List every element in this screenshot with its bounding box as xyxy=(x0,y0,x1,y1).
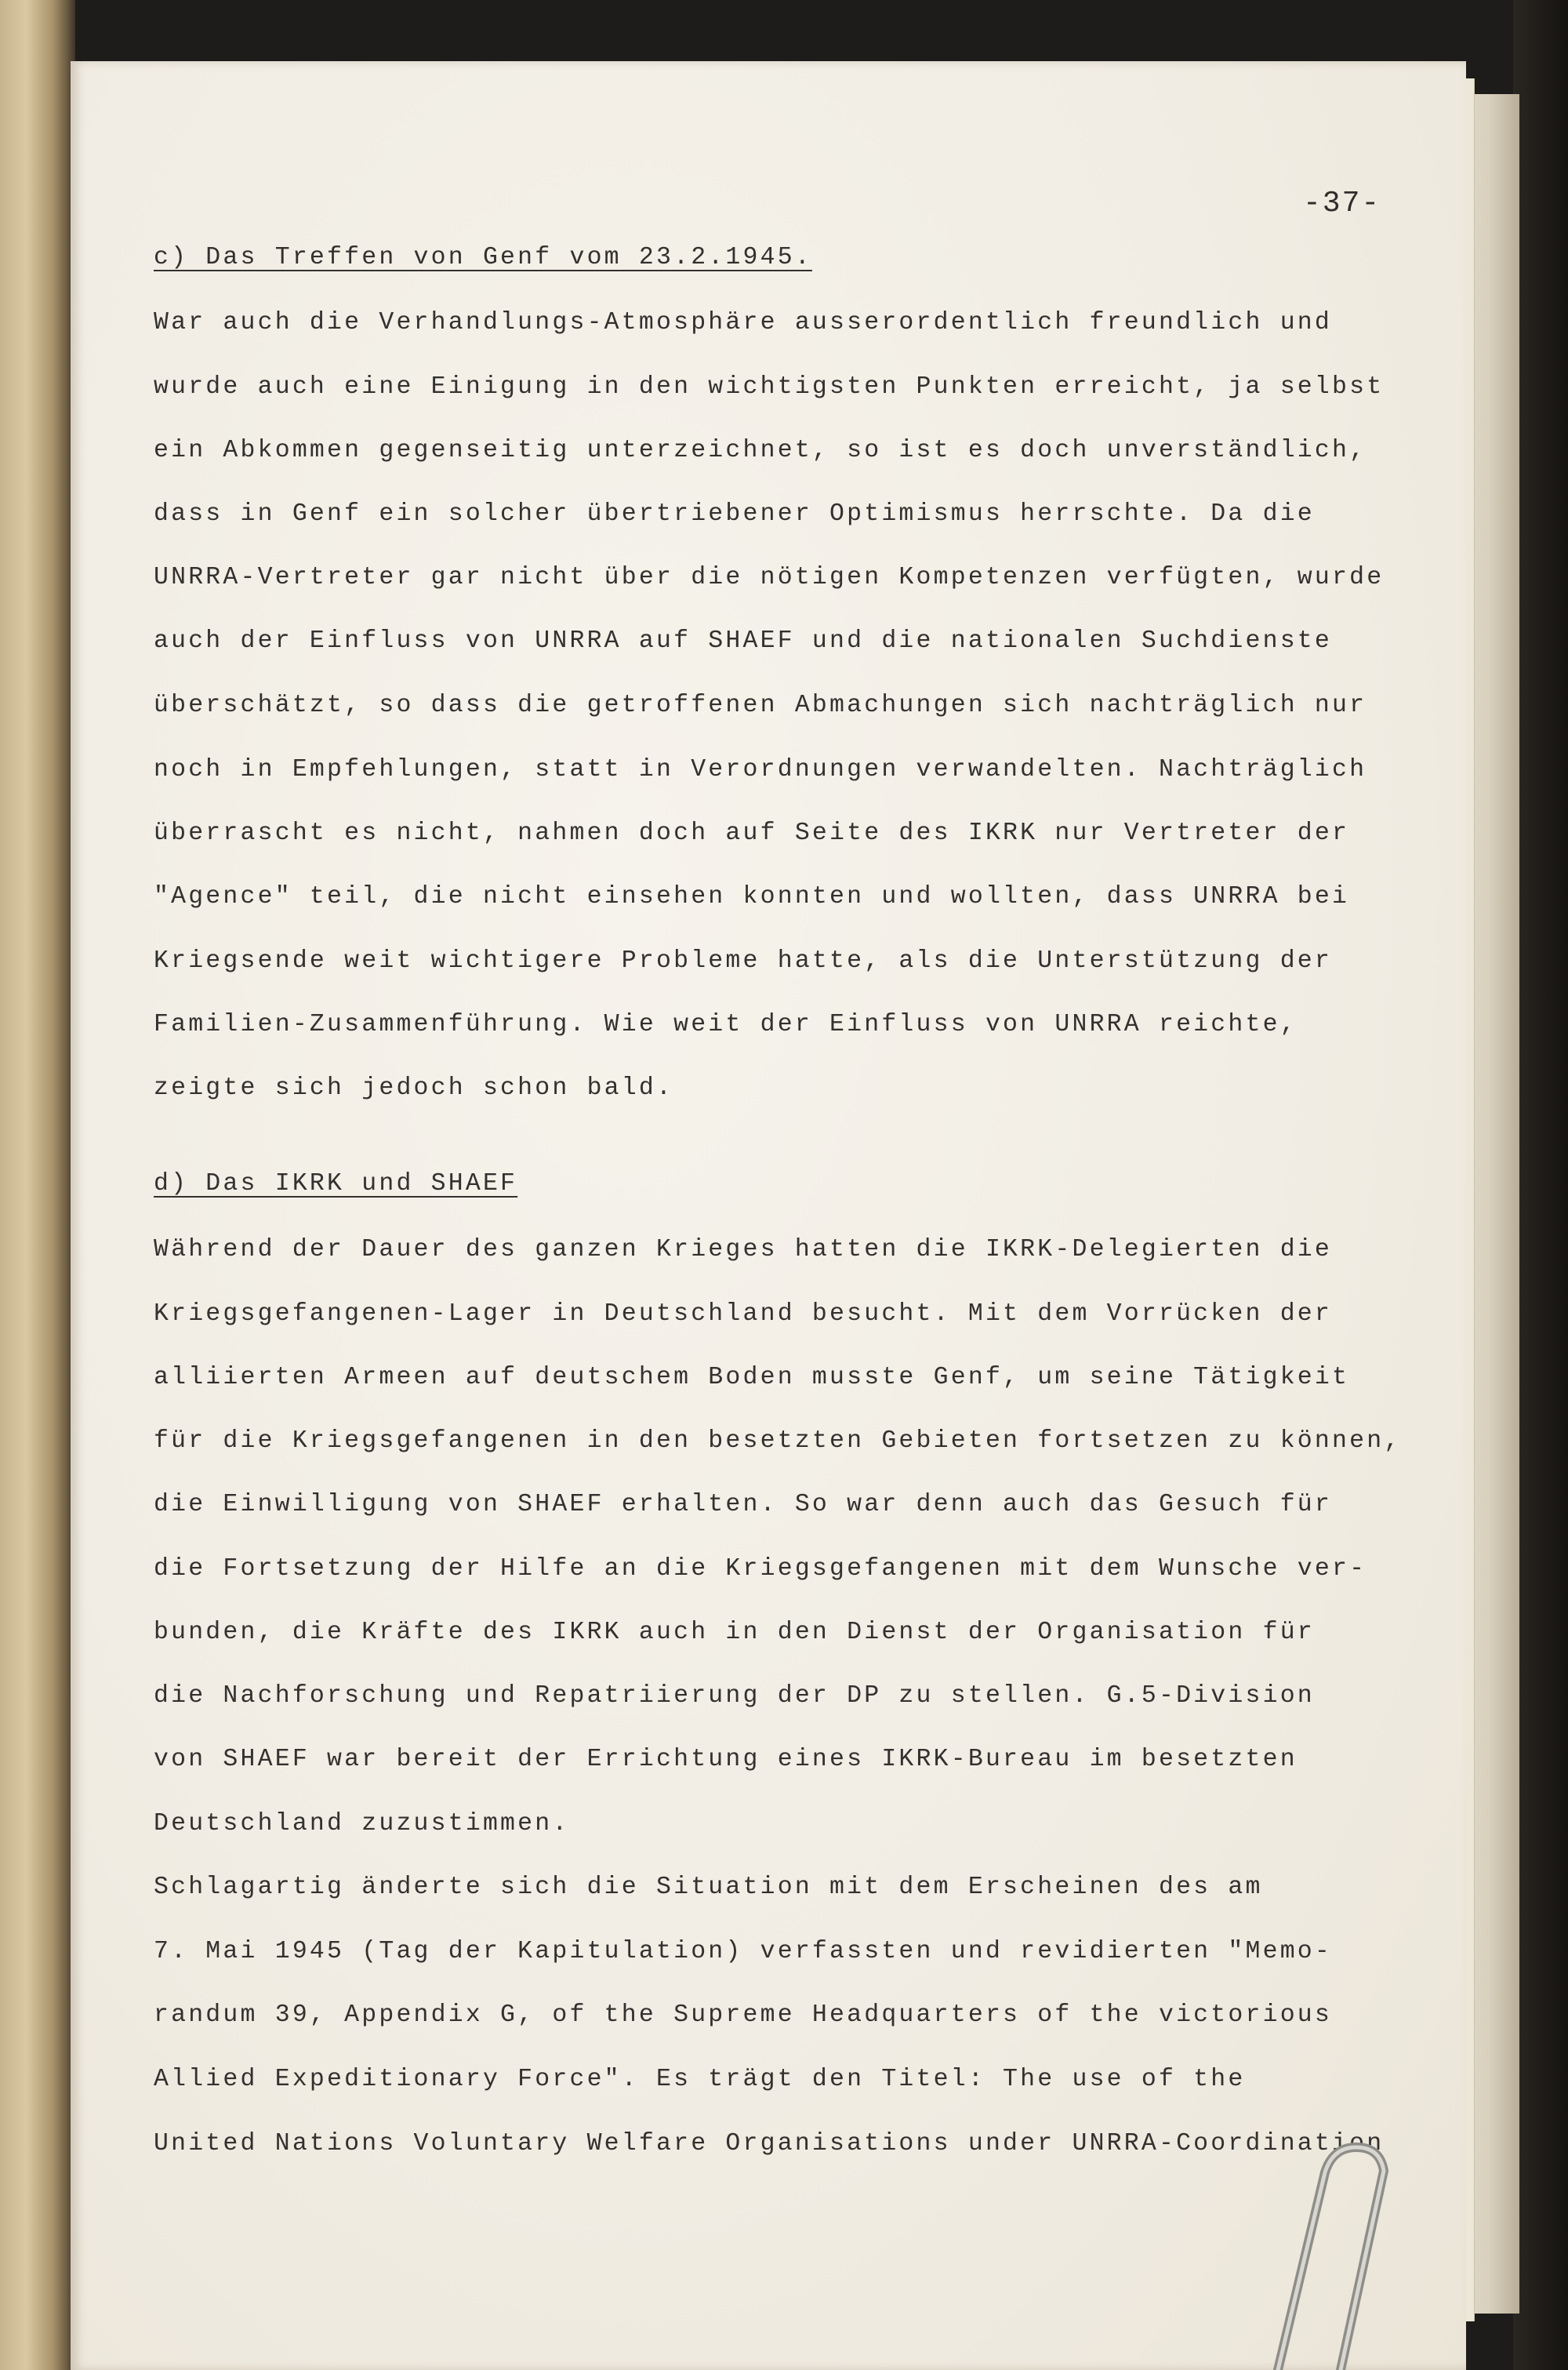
text-line: 7. Mai 1945 (Tag der Kapitulation) verfassten und revidierten "Memo- xyxy=(154,1938,1333,1965)
text-line: zeigte sich jedoch schon bald. xyxy=(154,1074,674,1102)
text-line: Kriegsende weit wichtigere Probleme hatte, als die Unterstützung der xyxy=(154,947,1333,975)
text-line: die Einwilligung von SHAEF erhalten. So war denn auch das Gesuch für xyxy=(154,1491,1333,1518)
text-line: United Nations Voluntary Welfare Organisations under UNRRA-Coordination xyxy=(154,2130,1385,2157)
backdrop xyxy=(1513,0,1568,2370)
text-line: UNRRA-Vertreter gar nicht über die nötigen Kompetenzen verfügten, wurde xyxy=(154,564,1385,591)
text-line: die Nachforschung und Repatriierung der DP zu stellen. G.5-Division xyxy=(154,1682,1315,1710)
text-line: dass in Genf ein solcher übertriebener Optimismus herrschte. Da die xyxy=(154,500,1315,528)
text-line: bunden, die Kräfte des IKRK auch in den Dienst der Organisation für xyxy=(154,1619,1315,1646)
text-line: Schlagartig änderte sich die Situation mit dem Erscheinen des am xyxy=(154,1874,1263,1901)
text-line: War auch die Verhandlungs-Atmosphäre ausserordentlich freundlich und xyxy=(154,309,1333,336)
text-line: Während der Dauer des ganzen Krieges hatten die IKRK-Delegierten die xyxy=(154,1236,1333,1263)
paper-clip-icon xyxy=(1254,2141,1490,2370)
text-line: "Agence" teil, die nicht einsehen konnten und wollten, dass UNRRA bei xyxy=(154,883,1350,911)
section-heading-d: d) Das IKRK und SHAEF xyxy=(154,1170,518,1198)
text-line: von SHAEF war bereit der Errichtung eines IKRK-Bureau im besetzten xyxy=(154,1746,1298,1773)
text-line: ein Abkommen gegenseitig unterzeichnet, so ist es doch unverständlich, xyxy=(154,437,1367,464)
section-heading-c: c) Das Treffen von Genf vom 23.2.1945. xyxy=(154,244,812,271)
text-line: überrascht es nicht, nahmen doch auf Seite des IKRK nur Vertreter der xyxy=(154,820,1350,847)
document-page xyxy=(71,61,1466,2370)
page-number: -37- xyxy=(1303,187,1381,220)
text-line: randum 39, Appendix G, of the Supreme Headquarters of the victorious xyxy=(154,2001,1333,2029)
text-line: noch in Empfehlungen, statt in Verordnungen verwandelten. Nachträglich xyxy=(154,756,1367,783)
book-binding xyxy=(0,0,75,2370)
text-line: Kriegsgefangenen-Lager in Deutschland besucht. Mit dem Vorrücken der xyxy=(154,1300,1333,1328)
text-line: für die Kriegsgefangenen in den besetzten Gebieten fortsetzen zu können, xyxy=(154,1427,1402,1455)
text-line: Familien-Zusammenführung. Wie weit der Einfluss von UNRRA reichte, xyxy=(154,1011,1298,1038)
text-line: auch der Einfluss von UNRRA auf SHAEF und die nationalen Suchdienste xyxy=(154,627,1333,655)
text-line: die Fortsetzung der Hilfe an die Kriegsgefangenen mit dem Wunsche ver- xyxy=(154,1555,1367,1583)
text-line: wurde auch eine Einigung in den wichtigsten Punkten erreicht, ja selbst xyxy=(154,373,1385,401)
text-line: alliierten Armeen auf deutschem Boden musste Genf, um seine Tätigkeit xyxy=(154,1364,1350,1391)
text-line: Allied Expeditionary Force". Es trägt den Titel: The use of the xyxy=(154,2066,1246,2093)
text-line: überschätzt, so dass die getroffenen Abmachungen sich nachträglich nur xyxy=(154,692,1367,719)
text-line: Deutschland zuzustimmen. xyxy=(154,1810,570,1837)
